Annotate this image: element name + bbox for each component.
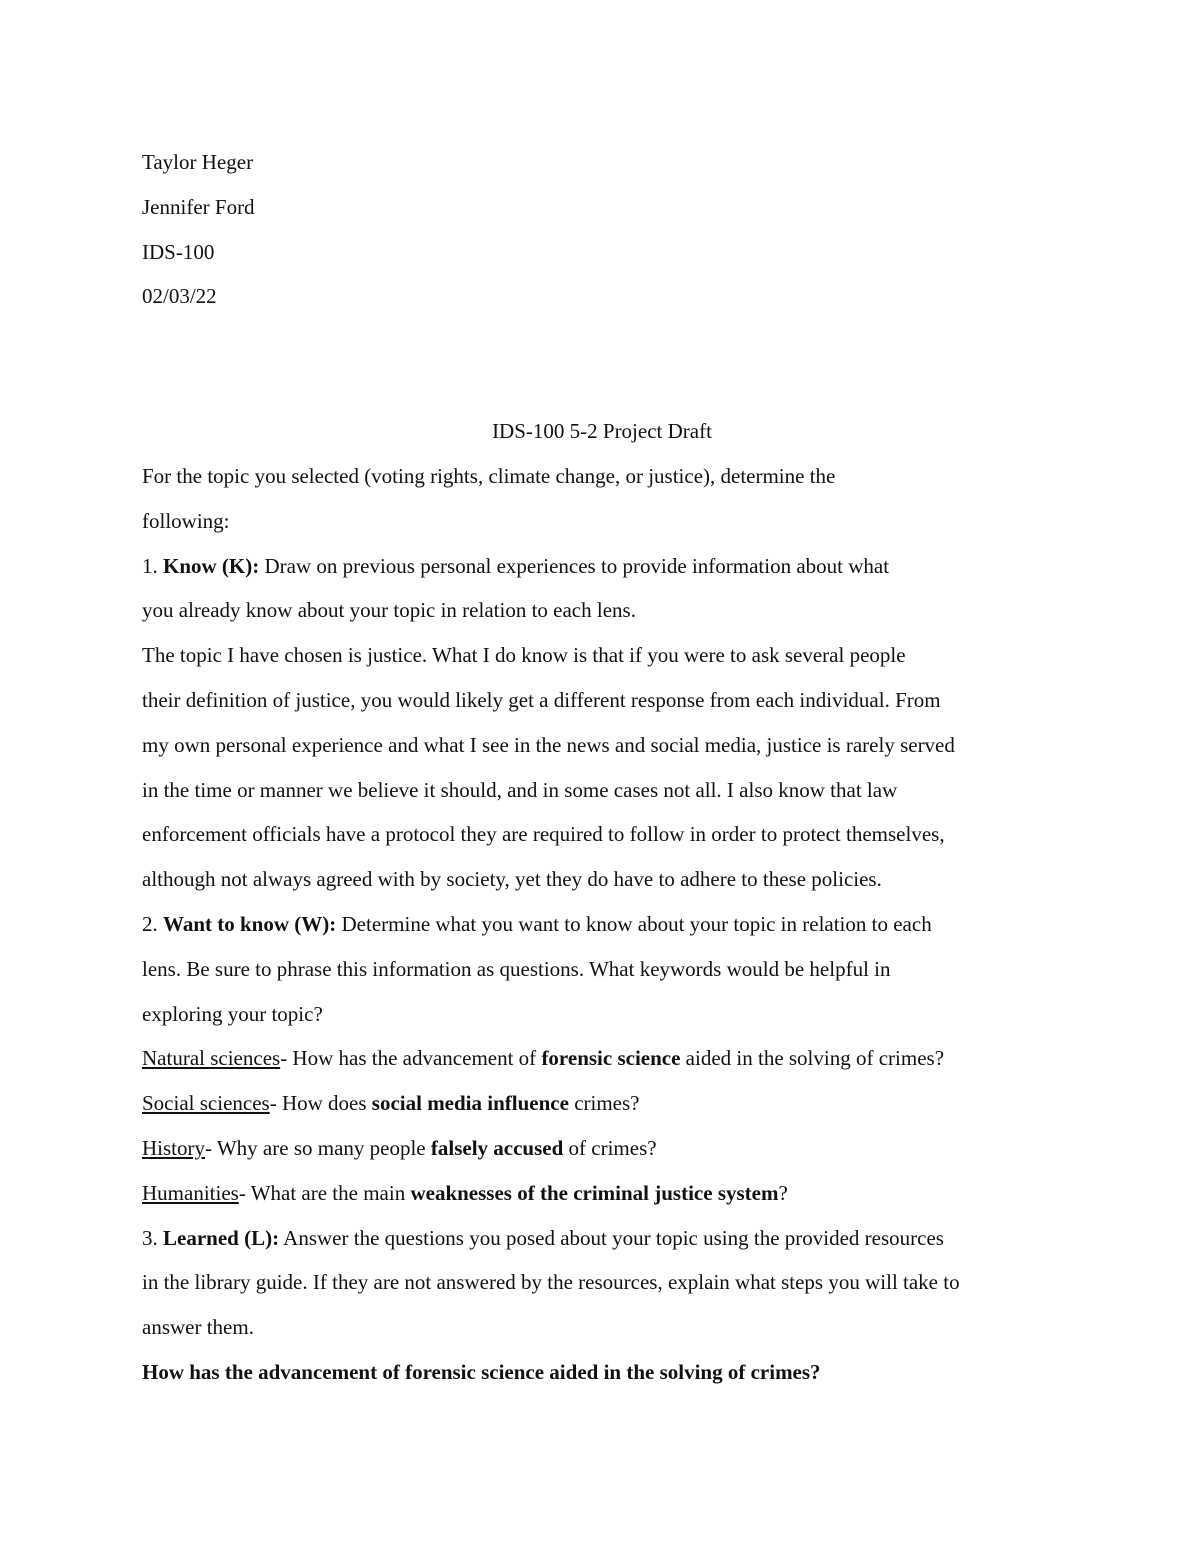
lens-label: Social sciences: [142, 1091, 270, 1116]
question-keyword: falsely accused: [430, 1135, 564, 1160]
document-title: IDS-100 5-2 Project Draft: [492, 419, 712, 444]
know-answer-line: The topic I have chosen is justice. What I do know is that if you were to ask several people: [142, 643, 906, 668]
instructor-name: Jennifer Ford: [142, 194, 255, 219]
question-text: - What are the main: [238, 1180, 411, 1205]
question-text: - Why are so many people: [205, 1135, 431, 1160]
question-keyword: weaknesses of the criminal justice system: [410, 1180, 779, 1205]
know-prompt-text: Draw on previous personal experiences to provide information about what: [259, 553, 890, 578]
know-number: 1.: [142, 553, 163, 578]
know-answer-line: their definition of justice, you would likely get a different response from each individual. From: [142, 687, 941, 712]
want-prompt-line-2: lens. Be sure to phrase this information as questions. What keywords would be helpful in: [142, 956, 891, 981]
know-answer-line: enforcement officials have a protocol they are required to follow in order to protect themselves,: [142, 822, 945, 847]
learned-prompt-text: Answer the questions you posed about your topic using the provided resources: [279, 1225, 944, 1250]
student-name: Taylor Heger: [142, 150, 254, 174]
learned-prompt-line-2: in the library guide. If they are not answered by the resources, explain what steps you will take to: [142, 1270, 960, 1295]
know-prompt-line-1: [142, 544, 1072, 589]
learned-prompt-line-3: answer them.: [142, 1315, 254, 1340]
learned-question-heading: How has the advancement of forensic science aided in the solving of crimes?: [142, 1359, 821, 1384]
intro-line-2: following:: [142, 508, 230, 533]
know-answer-line: my own personal experience and what I see in the news and social media, justice is rarely served: [142, 732, 955, 757]
spacer: [142, 319, 1072, 409]
want-prompt-line-1: [142, 902, 1072, 947]
document-page: [142, 140, 1072, 1395]
want-label: Want to know (W):: [163, 911, 337, 936]
question-text: - How does: [269, 1091, 372, 1116]
want-prompt-text: Determine what you want to know about your topic in relation to each: [336, 911, 932, 936]
know-prompt-line-2: you already know about your topic in relation to each lens.: [142, 598, 636, 623]
learned-label: Learned (L):: [163, 1225, 280, 1250]
date: 02/03/22: [142, 284, 217, 309]
header-block: [142, 140, 1072, 319]
learned-prompt-line-1: [142, 1216, 1072, 1261]
learned-number: 3.: [142, 1225, 163, 1250]
course-code: IDS-100: [142, 239, 215, 264]
want-prompt-line-3: exploring your topic?: [142, 1001, 323, 1026]
intro-line-1: For the topic you selected (voting rights, climate change, or justice), determine the: [142, 463, 836, 488]
know-answer-line: in the time or manner we believe it should, and in some cases not all. I also know that law: [142, 777, 898, 802]
lens-label: Humanities: [142, 1180, 239, 1205]
question-text: crimes?: [568, 1091, 640, 1116]
question-keyword: forensic science: [541, 1046, 681, 1071]
lens-label: History: [142, 1135, 205, 1160]
know-label: Know (K):: [163, 553, 260, 578]
question-keyword: social media influence: [371, 1091, 569, 1116]
question-social-sciences: [142, 1081, 1072, 1126]
question-humanities: [142, 1171, 1072, 1216]
question-history: [142, 1126, 1072, 1171]
question-text: ?: [778, 1180, 788, 1205]
know-answer-line: although not always agreed with by society, yet they do have to adhere to these policies.: [142, 867, 882, 892]
question-text: aided in the solving of crimes?: [680, 1046, 945, 1071]
lens-label: Natural sciences: [142, 1046, 281, 1071]
question-natural-sciences: [142, 1036, 1072, 1081]
question-text: of crimes?: [563, 1135, 657, 1160]
question-text: - How has the advancement of: [280, 1046, 542, 1071]
want-number: 2.: [142, 911, 163, 936]
